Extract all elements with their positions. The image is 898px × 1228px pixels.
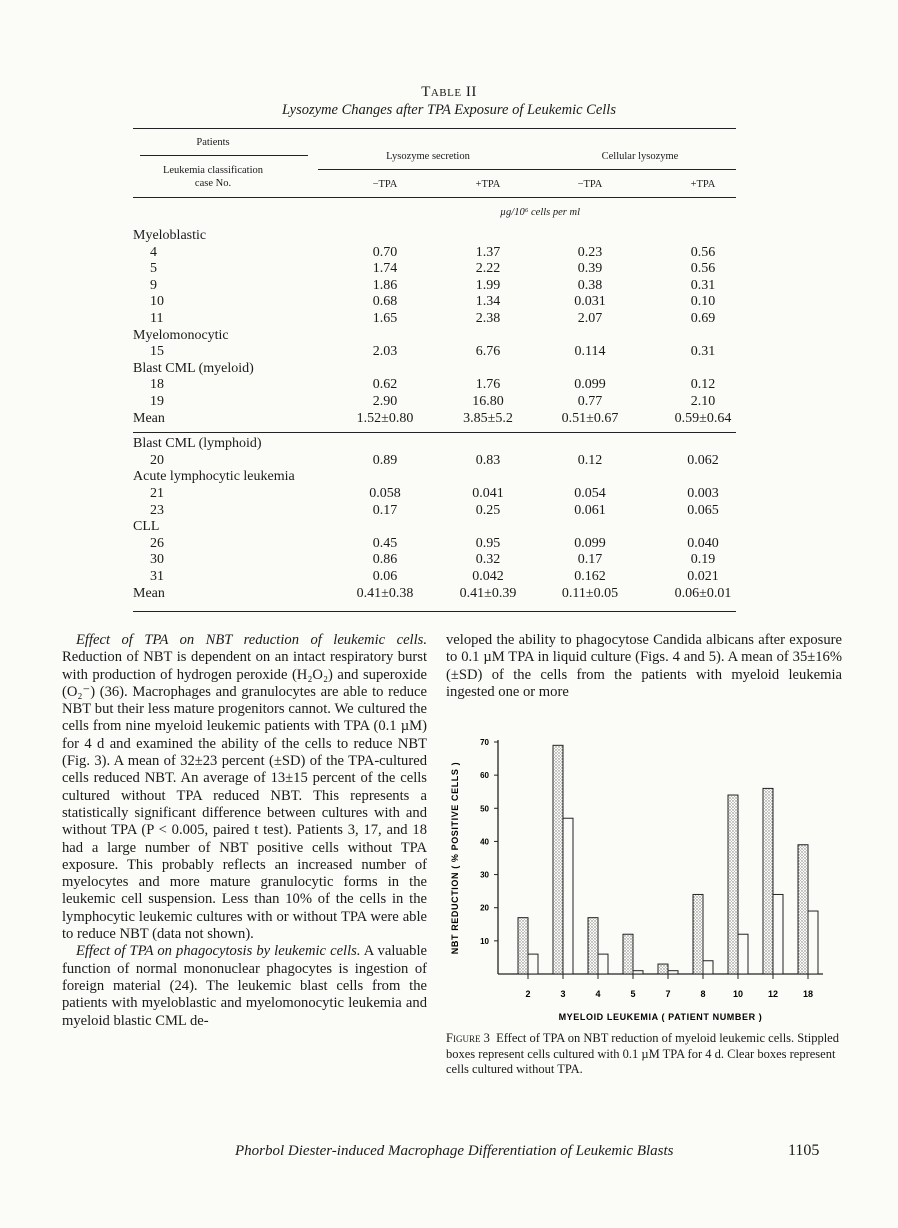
- table-cell: 0.95: [475, 535, 501, 551]
- group-label: Myelomonocytic: [133, 327, 229, 343]
- table-bottom-rule: [133, 611, 736, 612]
- case-number: 10: [150, 294, 164, 310]
- table-cell: 1.99: [475, 277, 501, 293]
- bar-with-tpa: [623, 934, 633, 974]
- table-cell: 0.021: [687, 569, 719, 584]
- bar-with-tpa: [588, 918, 598, 974]
- case-number: 20: [150, 452, 164, 468]
- table-cell: 1.86: [372, 277, 398, 293]
- table-cell: 0.38: [577, 277, 603, 293]
- bar-with-tpa: [728, 795, 738, 974]
- case-number: 11: [150, 311, 164, 326]
- table-cell: 0.39: [577, 261, 603, 277]
- table-caption: Lysozyme Changes after TPA Exposure of Leukemic Cells: [282, 102, 616, 118]
- table-cell: 0.162: [574, 569, 606, 584]
- table-cell: 0.10: [690, 294, 716, 310]
- table-cell: 0.054: [574, 486, 606, 501]
- figure-caption-text: Effect of TPA on NBT reduction of myeloid leukemic cells. Stippled boxes represent cells cultured with 0.1 µM TPA for 4 d. Clear boxes represent cells cultured without TPA.: [446, 1031, 839, 1076]
- chart-bars: [518, 745, 818, 974]
- bar-without-tpa: [528, 954, 538, 974]
- x-axis-label: MYELOID LEUKEMIA ( PATIENT NUMBER ): [558, 1012, 763, 1022]
- table-cell: 0.062: [687, 452, 719, 468]
- page-number: 1105: [788, 1142, 820, 1159]
- table-cell: 0.89: [372, 452, 398, 468]
- table-top-rule: [133, 128, 736, 129]
- header-subrule: [318, 169, 736, 170]
- para2-heading: Effect of TPA on phagocytosis by leukemic cells.: [76, 943, 361, 960]
- case-number: 4: [150, 244, 157, 260]
- table-cell: 0.17: [577, 552, 603, 568]
- table-cell: 0.041: [472, 486, 504, 501]
- table-cell: 0.003: [687, 486, 719, 501]
- bar-with-tpa: [518, 918, 528, 974]
- header-cell-minus: −TPA: [577, 179, 603, 190]
- table-cell: 0.69: [690, 311, 716, 326]
- bar-without-tpa: [563, 818, 573, 974]
- table-cell: 16.80: [472, 394, 504, 409]
- table-cell: 0.065: [687, 502, 719, 518]
- bar-without-tpa: [738, 934, 748, 974]
- case-number: 15: [150, 344, 164, 360]
- y-tick-label: 10: [480, 936, 489, 946]
- table-cell: 0.06: [372, 569, 398, 584]
- group-label: CLL: [133, 519, 160, 535]
- header-units: µg/10⁶ cells per ml: [500, 207, 580, 218]
- case-number: 26: [150, 535, 164, 551]
- header-cellular-lysozyme: Cellular lysozyme: [601, 151, 679, 162]
- bar-without-tpa: [808, 911, 818, 974]
- y-axis-label: NBT REDUCTION ( % POSITIVE CELLS ): [450, 761, 460, 955]
- para1-heading: Effect of TPA on NBT reduction of leukemic cells.: [76, 632, 427, 648]
- mean-label: Mean: [133, 585, 165, 601]
- figure-caption: [446, 1031, 842, 1078]
- table-cell: 0.70: [372, 244, 398, 260]
- bar-without-tpa: [703, 961, 713, 974]
- table-cell: 0.031: [574, 294, 606, 310]
- table-cell: 0.23: [577, 244, 603, 260]
- table-cell: 0.59±0.64: [674, 410, 732, 426]
- table-cell: 0.17: [372, 502, 398, 518]
- case-number: 31: [150, 569, 164, 584]
- table-cell: 0.042: [472, 569, 504, 584]
- para2-body: A valuable function of normal mononuclear phagocytes is ingestion of foreign material (24). The leukemic blast cells from the patients with myeloblastic and myelomonocytic leukemia and myeloid blastic CML de-: [62, 943, 427, 1029]
- x-tick-label: 2: [525, 989, 531, 999]
- y-tick-label: 30: [480, 870, 489, 880]
- group-label: Acute lymphocytic leukemia: [133, 469, 295, 485]
- table-cell: 0.86: [372, 552, 398, 568]
- header-cell-plus: +TPA: [690, 179, 716, 190]
- group-label: Myeloblastic: [133, 228, 207, 243]
- x-tick-label: 7: [665, 989, 671, 999]
- table-cell: 2.90: [372, 394, 398, 409]
- header-classification: Leukemia classification: [162, 165, 263, 176]
- x-tick-label: 12: [767, 989, 779, 999]
- case-number: 21: [150, 486, 164, 501]
- table-cell: 0.45: [372, 535, 398, 551]
- bar-without-tpa: [773, 894, 783, 974]
- right-column: [446, 632, 842, 701]
- table-cell: 2.07: [577, 311, 603, 326]
- x-tick-label: 18: [802, 989, 814, 999]
- mean-label: Mean: [133, 410, 165, 426]
- x-tick-label: 4: [595, 989, 601, 999]
- table-cell: 0.77: [577, 394, 603, 409]
- header-lysozyme-secretion: Lysozyme secretion: [386, 151, 470, 162]
- table-cell: 0.31: [690, 277, 716, 293]
- case-number: 5: [150, 261, 157, 277]
- table-cell: 0.51±0.67: [561, 410, 619, 426]
- case-number: 19: [150, 394, 164, 409]
- table-cell: 0.56: [690, 244, 716, 260]
- running-title: Phorbol Diester-induced Macrophage Differentiation of Leukemic Blasts: [235, 1143, 674, 1159]
- bar-with-tpa: [763, 788, 773, 974]
- table-title: Table II: [421, 84, 477, 100]
- table-cell: 0.11±0.05: [561, 585, 619, 601]
- case-number: 9: [150, 277, 157, 293]
- table-cell: 0.12: [690, 377, 716, 393]
- table-cell: 6.76: [475, 344, 501, 360]
- y-tick-label: 50: [480, 804, 489, 814]
- right-column-text: veloped the ability to phagocytose Candida albicans after exposure to 0.1 µM TPA in liquid culture (Figs. 4 and 5). A mean of 35±16% (±SD) of the cells from the patients with myeloid leukemia ingested one or more: [446, 632, 842, 700]
- bar-without-tpa: [598, 954, 608, 974]
- table-cell: 0.32: [475, 552, 501, 568]
- bar-with-tpa: [553, 745, 563, 974]
- table-cell: 0.114: [574, 344, 606, 360]
- x-tick-label: 3: [560, 989, 566, 999]
- table-cell: 0.099: [574, 535, 606, 551]
- table-cell: 2.03: [372, 344, 398, 360]
- table-cell: 1.74: [372, 261, 398, 277]
- table-cell: 2.38: [475, 311, 501, 326]
- nbt-reduction-chart: [438, 728, 842, 1028]
- table-cell: 0.099: [574, 377, 606, 393]
- table-cell: 0.19: [690, 552, 716, 568]
- x-tick-label: 10: [732, 989, 744, 999]
- table-cell: 1.65: [372, 311, 398, 326]
- bar-with-tpa: [693, 894, 703, 974]
- y-tick-label: 70: [480, 738, 489, 747]
- table-cell: 2.22: [475, 261, 501, 277]
- table-cell: 1.52±0.80: [356, 410, 414, 426]
- table-mid-rule: [133, 432, 736, 433]
- table-cell: 0.68: [372, 294, 398, 310]
- table-cell: 2.10: [690, 394, 716, 409]
- table-cell: 0.41±0.39: [459, 585, 517, 601]
- table-cell: 1.76: [475, 377, 501, 393]
- table-cell: 0.31: [690, 344, 716, 360]
- table-cell: 0.12: [577, 452, 603, 468]
- y-tick-label: 20: [480, 903, 489, 913]
- table-cell: 0.040: [687, 535, 719, 551]
- table-cell: 1.37: [475, 244, 501, 260]
- bar-with-tpa: [658, 964, 668, 974]
- group-label: Blast CML (lymphoid): [133, 436, 262, 452]
- table-cell: 0.06±0.01: [674, 585, 732, 601]
- header-patients-rule: [140, 155, 308, 156]
- case-number: 23: [150, 502, 164, 518]
- case-number: 18: [150, 377, 164, 393]
- table-cell: 0.56: [690, 261, 716, 277]
- para1-body: Reduction of NBT is dependent on an intact respiratory burst with production of hydrogen peroxide (H₂O₂) and superoxide (O₂⁻) (36). Macrophages and granulocytes are able to reduce NBT but their less mature progenitors cannot. We cultured the cells from nine myeloid leukemic patients with TPA (0.1 µM) for 4 d and examined the ability of the cells to reduce NBT (Fig. 3). A mean of 32±23 percent (±SD) of the TPA-cultured cells reduced NBT. An average of 13±15 percent of the cells cultured without TPA reduced NBT. This represents a statistically significant difference between cultures with and without TPA (P < 0.005, paired t test). Patients 3, 17, and 18 had a large number of NBT positive cells without TPA exposure. This probably reflects an increased number of myelocytes and more mature granulocytic forms in the leukemic cell suspension. Less than 10% of the cells in the lymphocytic leukemic cultures with or without TPA were able to reduce NBT (data not shown).: [62, 649, 427, 943]
- table-cell: 0.41±0.38: [356, 585, 414, 601]
- y-tick-label: 60: [480, 771, 489, 781]
- bar-without-tpa: [668, 971, 678, 974]
- table-cell: 0.83: [475, 452, 501, 468]
- figure-label: Figure 3: [446, 1031, 490, 1045]
- header-sec-minus: −TPA: [372, 179, 398, 190]
- table-cell: 0.25: [475, 502, 501, 518]
- y-tick-label: 40: [480, 837, 489, 847]
- table-cell: 0.061: [574, 502, 606, 518]
- table-cell: 1.34: [475, 294, 501, 310]
- header-case-no: case No.: [194, 178, 232, 189]
- bar-without-tpa: [633, 971, 643, 974]
- table-cell: 0.058: [369, 486, 401, 501]
- left-column: [62, 632, 427, 1030]
- group-label: Blast CML (myeloid): [133, 360, 254, 376]
- header-sec-plus: +TPA: [475, 179, 501, 190]
- table-cell: 0.62: [372, 377, 398, 393]
- x-tick-label: 5: [630, 989, 636, 999]
- bar-with-tpa: [798, 845, 808, 974]
- case-number: 30: [150, 552, 164, 568]
- header-patients: Patients: [196, 137, 230, 148]
- table-cell: 3.85±5.2: [463, 410, 513, 426]
- header-bottom-rule: [133, 197, 736, 198]
- chart-labels: [450, 738, 813, 1022]
- x-tick-label: 8: [700, 989, 706, 999]
